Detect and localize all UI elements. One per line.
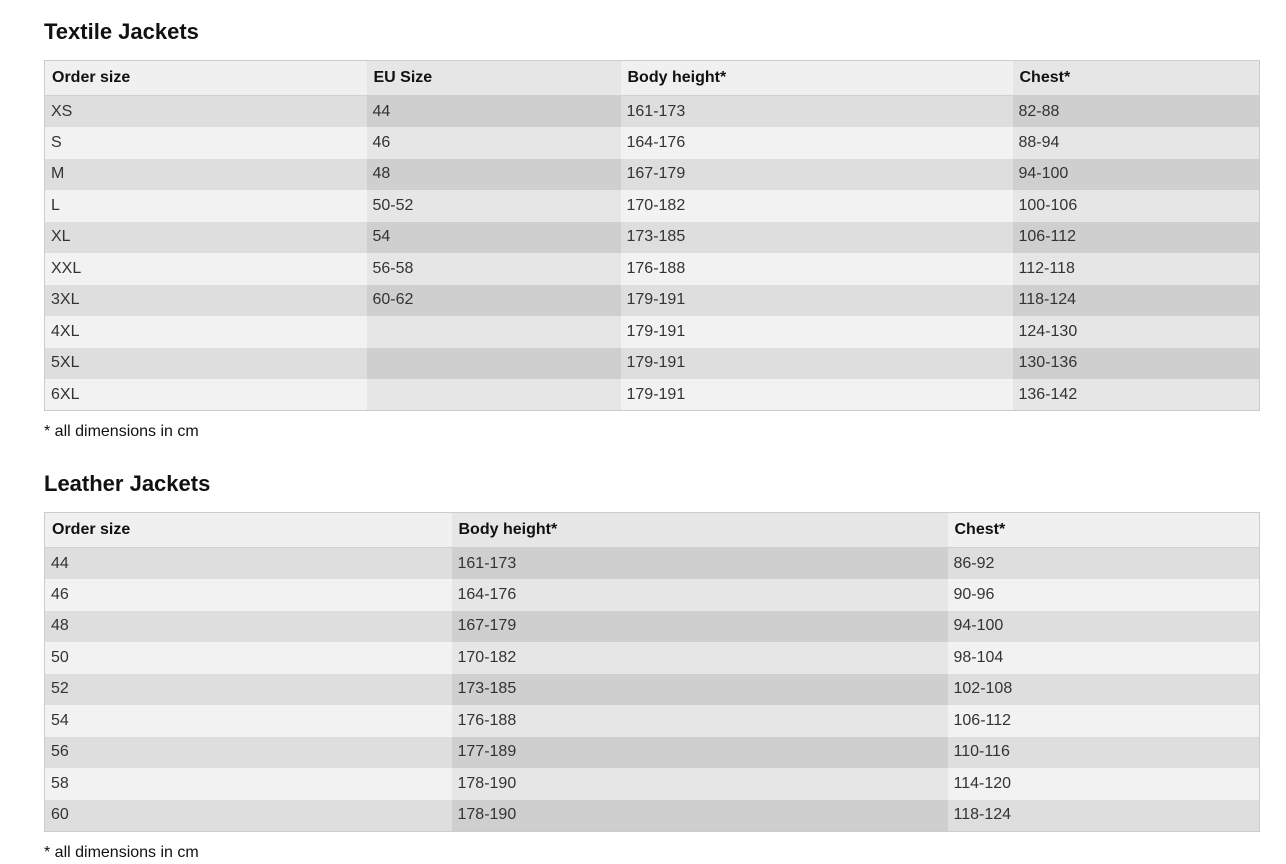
chest-cell: 112-118 (1013, 253, 1260, 285)
chest-cell: 106-112 (948, 705, 1260, 737)
chest-cell: 136-142 (1013, 379, 1260, 411)
table-header-row (45, 513, 1260, 548)
table-row (45, 768, 1260, 800)
order-size-cell: 46 (45, 579, 452, 611)
table-row (45, 96, 1260, 128)
chest-cell: 124-130 (1013, 316, 1260, 348)
column-header-order-size: Order size (45, 61, 367, 96)
order-size-cell: 6XL (45, 379, 367, 411)
table-row (45, 348, 1260, 380)
eu-size-cell (367, 316, 621, 348)
leather-size-table (44, 512, 1260, 832)
table-row (45, 674, 1260, 706)
chest-cell: 118-124 (948, 800, 1260, 832)
order-size-cell: L (45, 190, 367, 222)
table-row (45, 705, 1260, 737)
table-row (45, 548, 1260, 580)
order-size-cell: 5XL (45, 348, 367, 380)
table-row (45, 642, 1260, 674)
column-header-chest: Chest* (948, 513, 1260, 548)
eu-size-cell: 56-58 (367, 253, 621, 285)
chest-cell: 102-108 (948, 674, 1260, 706)
order-size-cell: XXL (45, 253, 367, 285)
body-height-cell: 179-191 (621, 348, 1013, 380)
chest-cell: 94-100 (948, 611, 1260, 643)
eu-size-cell: 54 (367, 222, 621, 254)
chest-cell: 98-104 (948, 642, 1260, 674)
dimensions-note: * all dimensions in cm (44, 843, 199, 861)
column-header-order-size: Order size (45, 513, 452, 548)
chest-cell: 130-136 (1013, 348, 1260, 380)
chest-cell: 86-92 (948, 548, 1260, 580)
column-header-body-height: Body height* (621, 61, 1013, 96)
order-size-cell: 56 (45, 737, 452, 769)
body-height-cell: 167-179 (452, 611, 948, 643)
eu-size-cell: 44 (367, 96, 621, 128)
table-row (45, 222, 1260, 254)
table-row (45, 159, 1260, 191)
column-header-body-height: Body height* (452, 513, 948, 548)
eu-size-cell: 60-62 (367, 285, 621, 317)
order-size-cell: XL (45, 222, 367, 254)
table-row (45, 316, 1260, 348)
chest-cell: 114-120 (948, 768, 1260, 800)
table-row (45, 737, 1260, 769)
body-height-cell: 178-190 (452, 800, 948, 832)
body-height-cell: 167-179 (621, 159, 1013, 191)
body-height-cell: 179-191 (621, 285, 1013, 317)
leather-jackets-section (44, 472, 1260, 862)
table-row (45, 579, 1260, 611)
body-height-cell: 178-190 (452, 768, 948, 800)
table-row (45, 379, 1260, 411)
chest-cell: 106-112 (1013, 222, 1260, 254)
eu-size-cell: 46 (367, 127, 621, 159)
order-size-cell: 48 (45, 611, 452, 643)
eu-size-cell: 48 (367, 159, 621, 191)
order-size-cell: XS (45, 96, 367, 128)
table-row (45, 800, 1260, 832)
order-size-cell: 60 (45, 800, 452, 832)
column-header-chest: Chest* (1013, 61, 1260, 96)
eu-size-cell (367, 379, 621, 411)
body-height-cell: 173-185 (452, 674, 948, 706)
order-size-cell: 4XL (45, 316, 367, 348)
body-height-cell: 170-182 (621, 190, 1013, 222)
order-size-cell: 58 (45, 768, 452, 800)
table-row (45, 190, 1260, 222)
dimensions-note: * all dimensions in cm (44, 423, 199, 440)
chest-cell: 110-116 (948, 737, 1260, 769)
chest-cell: 88-94 (1013, 127, 1260, 159)
column-header-eu-size: EU Size (367, 61, 621, 96)
order-size-cell: 3XL (45, 285, 367, 317)
body-height-cell: 164-176 (452, 579, 948, 611)
body-height-cell: 170-182 (452, 642, 948, 674)
leather-jackets-title: Leather Jackets (44, 471, 211, 496)
textile-jackets-title: Textile Jackets (44, 19, 199, 44)
order-size-cell: 54 (45, 705, 452, 737)
chest-cell: 82-88 (1013, 96, 1260, 128)
table-row (45, 285, 1260, 317)
body-height-cell: 161-173 (621, 96, 1013, 128)
eu-size-cell: 50-52 (367, 190, 621, 222)
table-row (45, 253, 1260, 285)
body-height-cell: 177-189 (452, 737, 948, 769)
chest-cell: 118-124 (1013, 285, 1260, 317)
textile-size-table (44, 60, 1260, 411)
chest-cell: 100-106 (1013, 190, 1260, 222)
chest-cell: 94-100 (1013, 159, 1260, 191)
order-size-cell: M (45, 159, 367, 191)
order-size-cell: 50 (45, 642, 452, 674)
table-row (45, 127, 1260, 159)
body-height-cell: 179-191 (621, 379, 1013, 411)
body-height-cell: 161-173 (452, 548, 948, 580)
table-row (45, 611, 1260, 643)
body-height-cell: 164-176 (621, 127, 1013, 159)
body-height-cell: 176-188 (452, 705, 948, 737)
body-height-cell: 176-188 (621, 253, 1013, 285)
body-height-cell: 173-185 (621, 222, 1013, 254)
textile-jackets-section (44, 20, 1260, 441)
table-header-row (45, 61, 1260, 96)
body-height-cell: 179-191 (621, 316, 1013, 348)
chest-cell: 90-96 (948, 579, 1260, 611)
eu-size-cell (367, 348, 621, 380)
order-size-cell: 44 (45, 548, 452, 580)
order-size-cell: 52 (45, 674, 452, 706)
order-size-cell: S (45, 127, 367, 159)
